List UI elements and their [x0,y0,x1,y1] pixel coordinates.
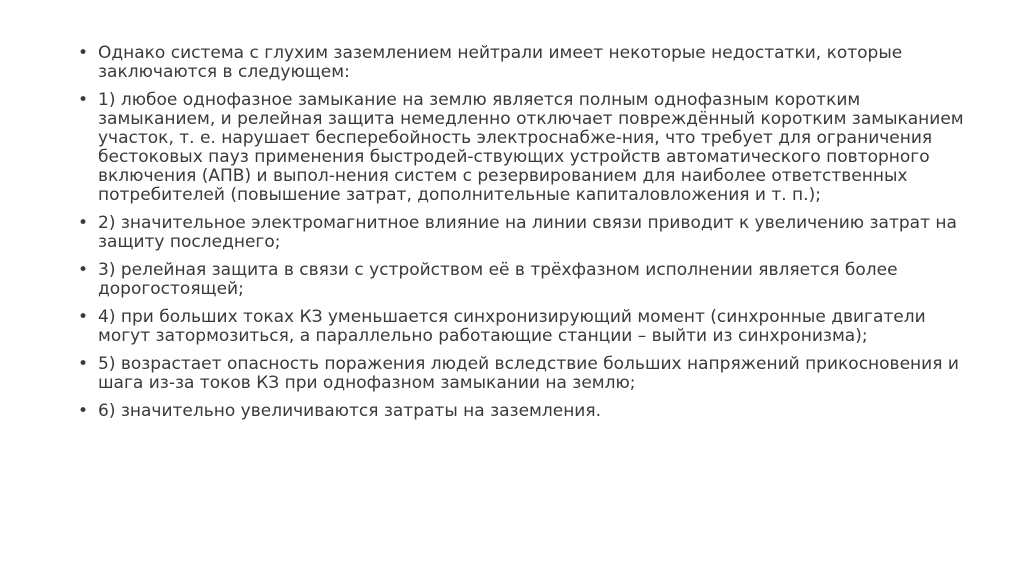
bullet-icon: • [78,90,89,110]
bullet-icon: • [78,260,89,280]
bullet-icon: • [78,213,89,233]
bullet-item-intro [78,44,978,82]
bullet-text: 6) значительно увеличиваются затраты на заземления. [98,401,601,421]
bullet-icon: • [78,307,89,327]
bullet-text: 4) при больших токах КЗ уменьшается синхронизирующий момент (синхронные двигатели могут затормозиться, а параллельно работающие станции – выйти из синхронизма); [98,307,926,346]
bullet-item-6 [78,402,978,421]
bullet-icon: • [78,43,89,63]
bullet-item-3 [78,261,978,299]
bullet-list [78,44,978,430]
bullet-item-4 [78,308,978,346]
bullet-icon: • [78,354,89,374]
bullet-item-5 [78,355,978,393]
bullet-icon: • [78,401,89,421]
bullet-item-1 [78,91,978,205]
bullet-text: Однако система с глухим заземлением нейтрали имеет некоторые недостатки, которые заключаются в следующем: [98,43,903,82]
bullet-text: 1) любое однофазное замыкание на землю является полным однофазным коротким замыканием, и релейная защита немедленно отключает повреждённый коротким замыканием участок, т. е. нарушает бесперебойность электроснабже-ния, что требует для ограничения бестоковых пауз применения быстродей-ствующих устройств автоматического повторного включения (АПВ) и выпол-нения систем с резервированием для наиболее ответственных потребителей (повышение затрат, дополнительные капиталовложения и т. п.); [98,90,964,205]
bullet-text: 3) релейная защита в связи с устройством её в трёхфазном исполнении является более дорогостоящей; [98,260,898,299]
bullet-item-2 [78,214,978,252]
bullet-text: 2) значительное электромагнитное влияние на линии связи приводит к увеличению затрат на защиту последнего; [98,213,957,252]
bullet-text: 5) возрастает опасность поражения людей вследствие больших напряжений прикосновения и шага из-за токов КЗ при однофазном замыкании на землю; [98,354,959,393]
